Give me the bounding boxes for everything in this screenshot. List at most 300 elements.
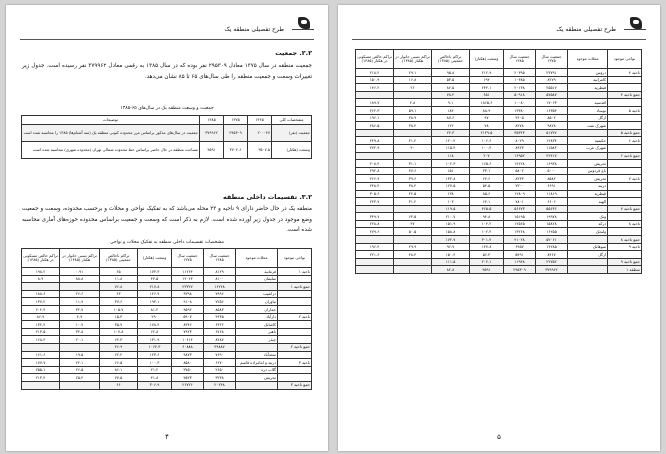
table-cell: ۷۸ (470, 122, 504, 130)
table-cell: قیطریه (568, 84, 608, 92)
header-title: طرح تفصیلی منطقه یک (224, 26, 284, 33)
table-cell: ۲۶۷۲۶ (172, 381, 204, 389)
table-cell: ۵۸۰۲ (504, 167, 536, 175)
table-cell: ۱۹۸.۲ (22, 268, 60, 276)
table-cell: ۹۳۹۸ (172, 290, 204, 298)
table-cell: ۹۷ (470, 114, 504, 122)
section-heading-divisions: ۳.۲. تقسیمات داخلی منطقه (223, 193, 312, 201)
table-cell: ۸۵۸۲ (536, 175, 568, 183)
column-header: محلات موجود (236, 249, 278, 268)
table-cell: جماران (236, 305, 278, 313)
table-cell: ۱۱۹۴۸ (504, 258, 536, 266)
table-cell (568, 266, 608, 274)
table-cell: ۲۰۲.۴ (22, 305, 60, 313)
table-cell: ۴۷.۶ (394, 167, 432, 175)
table-cell: ۲۹۲.۸ (356, 167, 394, 175)
table-cell: ۹۴.۸ (470, 213, 504, 221)
table-cell: ۱۹.۵ (60, 351, 100, 359)
table-cell: ۱۲۸۰۹ (504, 190, 536, 198)
table-cell (278, 305, 312, 313)
table-cell: ۸.۹ (22, 275, 60, 283)
table-cell (608, 182, 642, 190)
section-heading-population: ۲.۲. جمعیت (275, 49, 312, 57)
table-cell: جمع ناحیه ۱ (278, 283, 312, 291)
table-cell: ۱۸۴ (432, 106, 470, 114)
table-cell: ۷۶۹۰ (204, 351, 236, 359)
table-cell: ۲۳۳۲۷ (172, 283, 204, 291)
table-cell (394, 205, 432, 213)
table-row (22, 283, 312, 291)
table-cell: ۱۲۰.۴ (432, 137, 470, 145)
table-cell: ۱۰۲.۴ (470, 228, 504, 236)
table-cell: ۸۲.۵ (432, 84, 470, 92)
table-cell (22, 343, 60, 351)
table-cell (278, 290, 312, 298)
table-row (356, 84, 642, 92)
table-cell: ۲۱۸.۲ (356, 69, 394, 77)
table-row (22, 298, 312, 306)
table-cell: دزاشیب (236, 290, 278, 298)
table-cell: ۸۲۷۸ (504, 122, 536, 130)
neighborhoods-table-continued (355, 49, 642, 274)
table-cell: ۶۶۹۱ (536, 182, 568, 190)
table-cell: ۲۲۷۵۲ (536, 258, 568, 266)
table-cell: ۱۶.۸ (394, 76, 432, 84)
table-cell: ۱۱۸۱۹ (536, 190, 568, 198)
table-row (356, 122, 642, 130)
table-cell: چیذر (236, 336, 278, 344)
table-cell (608, 160, 642, 168)
table-cell: ۷۲۵۶ (204, 298, 236, 306)
table-row (22, 268, 312, 276)
table-row (356, 198, 642, 206)
table-cell: ۸۱۰۰ (204, 275, 236, 283)
table-cell: ۱۶۳۵۴ (536, 106, 568, 114)
table-cell: ۳۶۰۵ (504, 114, 536, 122)
column-header: جمعیت سال ۱۳۸۵ (504, 50, 536, 69)
table-cell: ۱۶۵.۶ (470, 160, 504, 168)
population-area-table (21, 115, 312, 159)
table-cell (608, 190, 642, 198)
table-cell: ۳۸.۴ (394, 122, 432, 130)
table-cell: ۱۳۱.۹ (138, 336, 172, 344)
table-cell: ۹۱۰۸ (172, 298, 204, 306)
table-cell: فرمانیه (236, 268, 278, 276)
table-cell: ۵۰۹۱۸ (504, 91, 536, 99)
table-cell: ۲۱۲۹.۵ (470, 129, 504, 137)
table-cell: ۲۲۸.۸ (356, 220, 394, 228)
table-row (22, 351, 312, 359)
table-cell (22, 381, 60, 389)
table-cell: ۵۰.۵ (394, 228, 432, 236)
table-cell: ۱۰۲.۳ (432, 160, 470, 168)
table-cell: ۹۸۷۳ (172, 351, 204, 359)
table-cell: ۱۰.۷ (60, 321, 100, 329)
table-cell: ۳۰۵.۶ (356, 190, 394, 198)
table-cell: نوبنیاد (568, 106, 608, 114)
table-cell: ۱۲۳.۶ (138, 351, 172, 359)
table-cell: ۱۶۹۵۲ (504, 152, 536, 160)
table-cell: ۸۶.۹ (22, 313, 60, 321)
table-cell (356, 258, 394, 266)
table-cell: باهنر (236, 328, 278, 336)
table-cell (278, 328, 312, 336)
table-cell: ۵۶.۳ (470, 251, 504, 259)
column-header: وسعت (هکتار) (470, 50, 504, 69)
table-cell: ۲۲.۱ (60, 359, 100, 367)
table-cell: ۲۰۷ (470, 152, 504, 160)
table-row (356, 152, 642, 160)
table-cell: ناحیه ۷ (608, 175, 642, 183)
table-cell: ناحیه ۸ (608, 220, 642, 228)
table-cell (356, 266, 394, 274)
table-cell: ۸۴۶۷ (536, 251, 568, 259)
table-cell: ۱۱۱.۵ (432, 258, 470, 266)
table-cell: ۲۹۵۳۰۹ (504, 266, 536, 274)
table-cell: ۱۵۰.۹ (356, 76, 394, 84)
table-row (356, 220, 642, 228)
table-cell: ۲۰۱۳۸ (504, 84, 536, 92)
table-cell: ۶۶.۵ (100, 359, 138, 367)
table-cell: دارآباد (236, 313, 278, 321)
table-cell: ۲۸.۹ (394, 114, 432, 122)
column-header: تراکم ناخالص جمعیتی (۱۳۸۵) (432, 50, 470, 69)
column-header: مشخصات کلی (272, 116, 312, 125)
table-cell: ۱۶۸.۴ (22, 336, 60, 344)
table-row (356, 213, 642, 221)
table-cell: ۲۴۴.۱ (470, 84, 504, 92)
table-cell: ۲۸۶.۵ (356, 122, 394, 130)
table-cell (608, 99, 642, 107)
table-cell: ۱۱۵۸۳ (536, 144, 568, 152)
table-cell: ۹۵.۸ (432, 69, 470, 77)
table-cell: ۶۴.۳ (100, 336, 138, 344)
table-row (356, 160, 642, 168)
header-title: طرح تفصیلی منطقه یک (556, 26, 616, 33)
table-cell: ۱۵۱.۹ (432, 220, 470, 228)
table-cell: جمع ناحیه ۷ (608, 205, 642, 213)
table1-caption: جمعیت و وسعت منطقه یک در سال‌های ۶۵-۱۳۸۵ (120, 106, 214, 111)
table-row (356, 114, 642, 122)
table-cell: ۲۰۳۹۵ (504, 69, 536, 77)
table-cell: ۳۲۳۸ (204, 374, 236, 382)
table-cell: شهرک غرب (568, 144, 608, 152)
table-cell: ۲۳۷۹۱ (536, 69, 568, 77)
table-cell: ۱۹۳.۱ (138, 298, 172, 306)
table-cell: ۱۴۲۸۵ (536, 243, 568, 251)
table-cell: ۶۵۱ (470, 91, 504, 99)
table-row (356, 76, 642, 84)
table-cell: ۲۶.۵ (60, 366, 100, 374)
table-cell (394, 266, 432, 274)
table-cell (394, 129, 432, 137)
table-cell: ۲۰۲۴۸ (204, 381, 236, 389)
column-header: ۱۳۶۵ (248, 116, 272, 125)
table-cell: ۴۷ (394, 220, 432, 228)
table-cell: ۱۳۸ (432, 190, 470, 198)
table-cell (394, 258, 432, 266)
table-cell: ۱۰۰.۴ (470, 144, 504, 152)
table-cell (608, 84, 642, 92)
table-cell: ۱۱۵.۴ (432, 144, 470, 152)
table-cell (394, 152, 432, 160)
table-cell: ۲۴.۳ (432, 129, 470, 137)
table-cell: ۴۲.۵ (394, 190, 432, 198)
table-cell: ۲۰.۱ (60, 336, 100, 344)
population-paragraph: جمعیت منطقه در سال ۱۳۷۵ معادل ۲۹۵۳۰۹ نفر بوده که در سال ۱۳۸۵ به رقمی معادل ۳۷۹۹۶۲ نفر رسیده است. جدول زیر تغییرات وسعت و جمعیت منطقه را طی سال‌های ۶۵ تا ۸۵ نشان می‌دهد. (22, 63, 313, 80)
table-cell (278, 336, 312, 344)
table-cell: ۲۶۲.۳ (356, 106, 394, 114)
table-cell: تجریش (568, 160, 608, 168)
table-cell: ۲۷۹.۶ (356, 228, 394, 236)
table-row (356, 243, 642, 251)
table-cell: ۸۴۸۷ (204, 336, 236, 344)
page-number: ۵ (497, 433, 501, 441)
table-row (22, 290, 312, 298)
table-cell (356, 205, 394, 213)
table-row (356, 69, 642, 77)
table-cell: ۵۹.۱ (394, 106, 432, 114)
table-cell: ۴۱.۲ (394, 137, 432, 145)
table-cell: ۶۴.۱ (470, 198, 504, 206)
table-cell (356, 152, 394, 160)
table-cell: ۲۹۰ (138, 313, 172, 321)
table-row (22, 125, 312, 142)
table-cell: ۱۲۶.۹ (138, 290, 172, 298)
table-cell (568, 236, 608, 244)
table-row (356, 144, 642, 152)
page-header (352, 23, 646, 40)
table-cell (356, 236, 394, 244)
table-row (356, 236, 642, 244)
table-cell: ۴.۹ (60, 313, 100, 321)
table-cell: ناحیه ۱ (278, 268, 312, 276)
table-cell: ۳۹.۶ (394, 175, 432, 183)
table-cell: ۴۱.۸ (138, 374, 172, 382)
table-cell: کاشانک (236, 321, 278, 329)
table-cell: ۸۱.۲ (138, 305, 172, 313)
table-cell: ۸۳۴۶ (172, 321, 204, 329)
table-cell: ۸۲۷۹ (536, 76, 568, 84)
table-cell: ۶۶ (100, 381, 138, 389)
table-cell: گلاب دره (236, 366, 278, 374)
table-cell: ۳۴۹.۷ (356, 213, 394, 221)
table-cell: ۱۳۲.۴ (22, 321, 60, 329)
table-cell: ۲۵۵۱۷ (536, 84, 568, 92)
table-cell: ۲۰۸.۴ (356, 160, 394, 168)
page-number: ۴ (165, 433, 169, 441)
table-cell: منطقه ۱ (608, 266, 642, 274)
table-cell: ۶۳۶۲ (204, 321, 236, 329)
table-cell: ۳۱.۲ (394, 198, 432, 206)
table-cell: ۲۹.۱ (394, 69, 432, 77)
table-cell: ونک (568, 213, 608, 221)
table-cell: ولنجک (568, 228, 608, 236)
table-cell (60, 283, 100, 291)
table-row (22, 336, 312, 344)
table-cell: ۱۵۱۹۵ (504, 213, 536, 221)
organization-logo-icon (292, 17, 314, 35)
table-cell: ۱۹۶.۱ (356, 114, 394, 122)
table-cell: ۴۵۹۱ (470, 266, 504, 274)
table-cell: ۱۱۸ (432, 152, 470, 160)
column-header: جمعیت سال ۱۳۸۵ (204, 249, 236, 268)
table-cell (608, 144, 642, 152)
table-cell: جمعیت در سال‌های مذکور براساس مرز محدوده کنونی منطقه یک (سه آشنام‌ها) ۱۳۸۵ را محاسبه شده است (22, 125, 200, 142)
table-cell: ۸۵۰۲ (536, 114, 568, 122)
table-cell: ۱۸۶۵.۶ (470, 99, 504, 107)
table-cell: ۳۰۶.۹ (138, 381, 172, 389)
table-cell: ۱۶۲۲۸ (204, 283, 236, 291)
table-cell: ۳۵۳۴۳ (504, 129, 536, 137)
table-cell (356, 129, 394, 137)
table-cell: ۴۴.۵ (138, 275, 172, 283)
table-cell: حکیمیه (568, 137, 608, 145)
table-cell: ۱۷۳.۳ (138, 268, 172, 276)
table-cell: ۵۵۶۳۶ (536, 205, 568, 213)
table-cell: ۱۷۲.۷ (432, 236, 470, 244)
table-row (356, 258, 642, 266)
table-cell: ۴۵۲۳ (172, 374, 204, 382)
table-cell: جمع ناحیه ۵ (608, 129, 642, 137)
table-cell: ۲۶۵۰ (204, 366, 236, 374)
column-header: جمعیت سال ۱۳۷۵ (172, 249, 204, 268)
table-cell: تجریش (236, 374, 278, 382)
table-cell: ۲۱۷.۸ (138, 283, 172, 291)
table-row (22, 313, 312, 321)
table-row (22, 374, 312, 382)
table-cell: ۲۲۱.۶ (356, 251, 394, 259)
table-cell: ۸۵۸۰ (172, 359, 204, 367)
table-row (22, 321, 312, 329)
table-cell: ناحیه ۲ (278, 313, 312, 321)
table-cell: ۵۷۵۸۷ (536, 91, 568, 99)
table-row (356, 106, 642, 114)
column-header: ۱۳۷۵ (224, 116, 248, 125)
table-cell: ۴۶۵.۵ (470, 205, 504, 213)
table-cell: قیطریه (568, 190, 608, 198)
right-page (338, 5, 660, 451)
table-cell: دروس (568, 69, 608, 77)
table-cell: ۹۶.۷ (432, 243, 470, 251)
table-cell: ۸۷.۶ (432, 114, 470, 122)
table-cell: ۶۷۶۸ (204, 328, 236, 336)
table-cell: ۸۲.۸ (432, 266, 470, 274)
table-cell (278, 366, 312, 374)
table-cell: سلیمان (236, 275, 278, 283)
column-header: تراکم نسبی خانوار در هکتار (۱۳۸۵) (60, 249, 100, 268)
table-cell: ۹۸۲۸ (536, 122, 568, 130)
table-cell: ۳۴.۸ (60, 328, 100, 336)
table-cell: ۱۵.۳ (100, 313, 138, 321)
table-row (22, 328, 312, 336)
table-row (22, 343, 312, 351)
table-cell: ۵۲.۵ (470, 182, 504, 190)
table-cell (236, 381, 278, 389)
table-cell: ۶۳ (100, 290, 138, 298)
table-cell: ۴۰ (394, 144, 432, 152)
column-header: ۱۳۸۵ (200, 116, 224, 125)
table-cell: ناحیه ۹ (608, 243, 642, 251)
table-cell: ۵۰۰۰ (536, 167, 568, 175)
table-cell: ۸۵۸۳ (204, 305, 236, 313)
table-cell (236, 343, 278, 351)
table-cell: نیاوران (236, 298, 278, 306)
table-cell: ۱۶۹۳۸ (536, 160, 568, 168)
table-cell: ۱۰۵.۷ (100, 305, 138, 313)
table-cell: ۱۴۶.۲ (356, 84, 394, 92)
table-cell: ۲۹.۹ (394, 243, 432, 251)
table-cell: ازگل (568, 114, 608, 122)
table-cell: ۱۴۶۲۸ (504, 160, 536, 168)
table-cell: ۶۴۵۷ (504, 243, 536, 251)
table-cell: ۶۲.۲ (100, 351, 138, 359)
table-cell (568, 205, 608, 213)
table-cell: ۱۵۰.۴ (432, 251, 470, 259)
table-cell: جمع ناحیه ۸ (608, 236, 642, 244)
table-cell: کامرانیه (568, 76, 608, 84)
table-cell: باغ فردوس (568, 167, 608, 175)
table-cell: ۳۱.۱ (394, 160, 432, 168)
table-cell: ۱۹۴ (470, 76, 504, 84)
left-page (6, 5, 328, 451)
table-row (356, 91, 642, 99)
table-row (356, 137, 642, 145)
table-cell: ۶۶۷۰ (204, 359, 236, 367)
table-cell: ۵۱۷۴۷ (536, 129, 568, 137)
table-cell: ۱۷۸.۴ (138, 321, 172, 329)
table-cell: ۲۲۳.۷ (356, 198, 394, 206)
table-row (22, 366, 312, 374)
table-cell (278, 374, 312, 382)
table-cell: ۸۱۲۹ (204, 268, 236, 276)
table-cell (608, 228, 642, 236)
table-cell (278, 351, 312, 359)
table-cell: ۳۸.۴ (394, 182, 432, 190)
table-cell: ۳۰۱.۴ (470, 236, 504, 244)
table-cell: ۱۲۵۶۵ (504, 220, 536, 228)
table-cell: ۱۵۱ (432, 167, 470, 175)
table-cell: ۱۰۶۱۴ (172, 336, 204, 344)
table-cell: ۱۵۸.۸ (432, 228, 470, 236)
table-cell: سعدآباد (236, 351, 278, 359)
table-cell: ۲۱۳.۵ (22, 328, 60, 336)
table-cell: ۶۴.۶ (470, 175, 504, 183)
table-cell: ۲۱۲.۹ (470, 69, 504, 77)
table-cell: ۲۱۳.۴ (22, 374, 60, 382)
table-cell: ۵۹۰۷ (172, 313, 204, 321)
table-cell: ۱۲۰۶۳ (172, 275, 204, 283)
table-cell: ۱۳۳۸۰ (504, 106, 536, 114)
table-cell: ۳۳.۱ (470, 167, 504, 175)
column-header: تراکم ناخالص جمعیتی (۱۳۸۵) (100, 249, 138, 268)
table-cell: تحریش (568, 175, 608, 183)
table-cell: ۱۷۰۶۳ (536, 99, 568, 107)
table-cell: جمعیت (نفر) (272, 125, 312, 142)
table-cell: ۱۰۳۸۵ (504, 76, 536, 84)
table-cell: ۷۳۰۰ (504, 182, 536, 190)
table-cell (568, 258, 608, 266)
table-cell: ۱۸۹.۷ (356, 99, 394, 107)
table-cell: اقدسیه (568, 99, 608, 107)
column-header: تراکم نسبی خانوار در هکتار (۱۳۸۵) (394, 50, 432, 69)
table-cell: ۵۲۰۶۱ (536, 236, 568, 244)
table-cell (568, 91, 608, 99)
table-cell (608, 198, 642, 206)
table-cell: ۲۴۴۱۷ (536, 152, 568, 160)
table-cell: ۱۴۷.۸ (470, 243, 504, 251)
table-cell: ۶۲.۸ (138, 328, 172, 336)
